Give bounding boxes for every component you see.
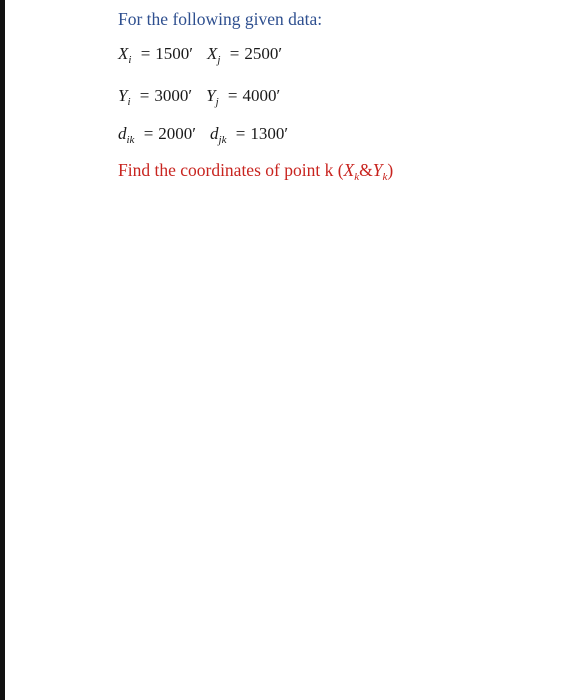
question-text — [118, 160, 393, 181]
equation-row-d — [118, 124, 288, 144]
equals-sign: = — [140, 44, 151, 63]
subscript-xk: k — [354, 171, 360, 183]
equation-djk — [210, 124, 288, 144]
equation-row-x — [118, 44, 282, 64]
value: 1300′ — [250, 124, 289, 143]
equation-dik — [118, 124, 196, 144]
subscript: i — [128, 54, 132, 66]
symbol-xk: X — [343, 160, 355, 180]
equation-row-y — [118, 86, 280, 106]
symbol: Y — [118, 86, 128, 105]
subscript-yk: k — [382, 171, 388, 183]
problem-heading: For the following given data: — [118, 9, 323, 29]
value: 2000′ — [158, 124, 197, 143]
symbol: d — [118, 124, 127, 143]
equals-sign: = — [143, 124, 154, 143]
subscript: ik — [126, 134, 135, 146]
symbol: d — [210, 124, 219, 143]
value: 1500′ — [155, 44, 194, 63]
document-page — [5, 0, 580, 700]
equation-xi — [118, 44, 193, 64]
symbol: Y — [206, 86, 216, 105]
subscript: i — [127, 96, 131, 108]
value: 4000′ — [242, 86, 281, 105]
value: 2500′ — [244, 44, 283, 63]
subscript: j — [217, 54, 221, 66]
equation-yj — [206, 86, 280, 106]
subscript: jk — [218, 134, 227, 146]
equals-sign: = — [139, 86, 150, 105]
equation-yi — [118, 86, 192, 106]
symbol: X — [207, 44, 218, 63]
value: 3000′ — [154, 86, 193, 105]
subscript: j — [215, 96, 219, 108]
ampersand: & — [359, 160, 373, 180]
question-prefix: Find the coordinates of point k ( — [118, 160, 344, 180]
equals-sign: = — [229, 44, 240, 63]
symbol-yk: Y — [372, 160, 383, 180]
symbol: X — [118, 44, 129, 63]
equals-sign: = — [227, 86, 238, 105]
equals-sign: = — [235, 124, 246, 143]
close-paren: ) — [387, 160, 394, 180]
equation-xj — [207, 44, 282, 64]
